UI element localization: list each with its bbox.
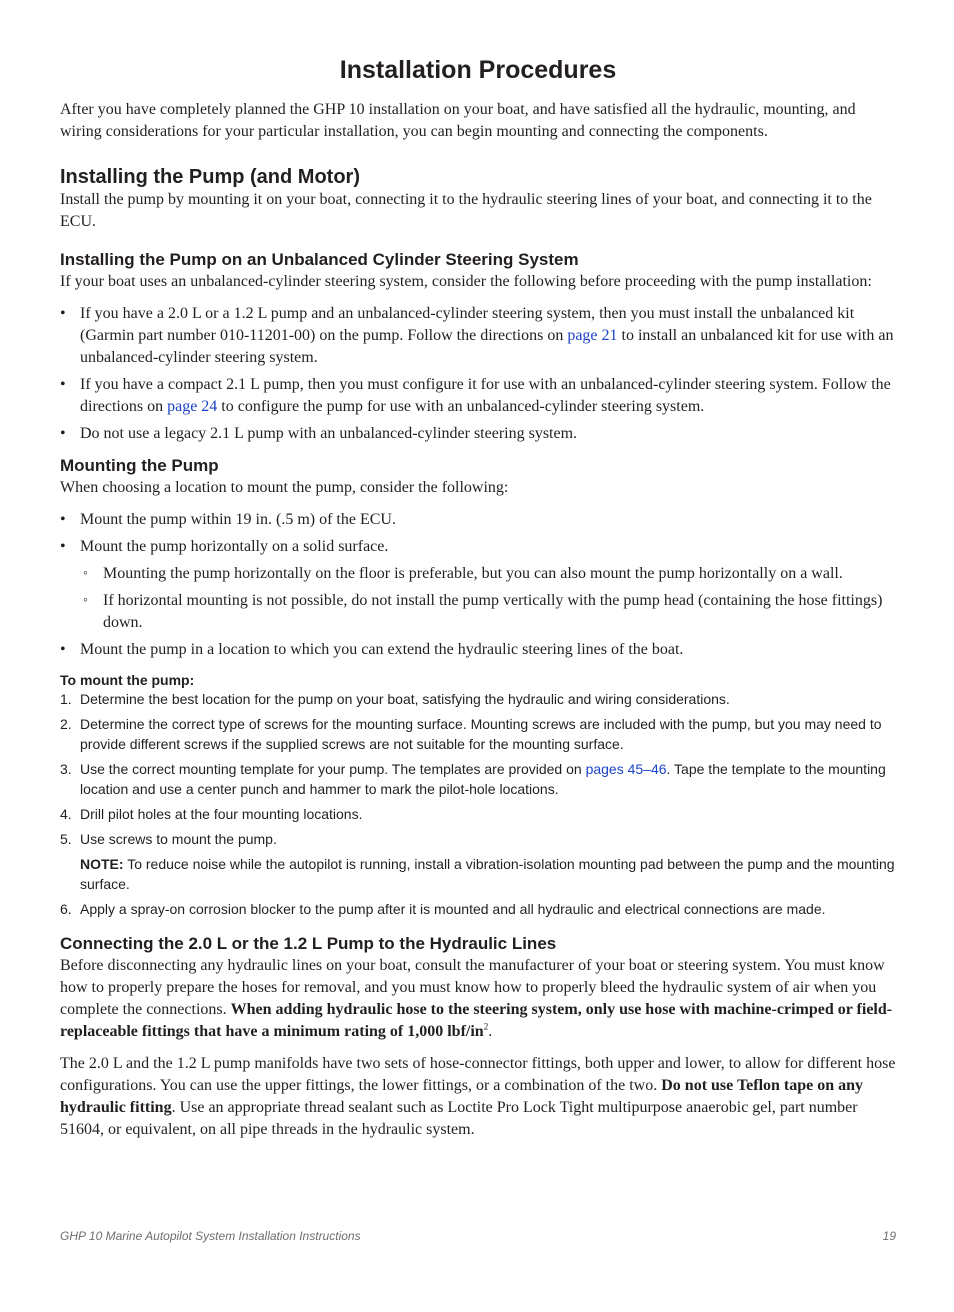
- pages-45-46-link[interactable]: pages 45–46: [585, 761, 667, 777]
- list-item: • Do not use a legacy 2.1 L pump with an unbalanced-cylinder steering system.: [60, 423, 896, 445]
- step-item: 4. Drill pilot holes at the four mounting locations.: [60, 806, 363, 822]
- unbalanced-intro: If your boat uses an unbalanced-cylinder steering system, consider the following before proceeding with the pump installation:: [60, 273, 872, 290]
- list-item: • Mount the pump horizontally on a solid surface. ◦ Mounting the pump horizontally on the floor is preferable, but you can also mount the pump horizontally on a wall. ◦ If horizontal mounting is not possible, do not install the pump vertically with the pump head (containing the hose fittings) down.: [60, 536, 896, 634]
- step-item: 6. Apply a spray-on corrosion blocker to the pump after it is mounted and all hydraulic and electrical connections are made.: [60, 901, 826, 917]
- subsection-heading-unbalanced: Installing the Pump on an Unbalanced Cylinder Steering System: [60, 250, 579, 269]
- mounting-intro: When choosing a location to mount the pump, consider the following:: [60, 479, 509, 496]
- mounting-steps: [60, 689, 896, 849]
- page-21-link[interactable]: page 21: [567, 327, 618, 344]
- step-item: 2. Determine the correct type of screws for the mounting surface. Mounting screws are included with the pump, but you may need to provide different screws if the supplied screws are not suitable for the mounting surface.: [60, 716, 882, 752]
- step-item: 5. Use screws to mount the pump.: [60, 831, 277, 847]
- mounting-steps-continued: [60, 899, 896, 919]
- sub-list-item: ◦ Mounting the pump horizontally on the floor is preferable, but you can also mount the pump horizontally on a wall.: [80, 563, 896, 585]
- unbalanced-bullet-list: [60, 303, 896, 445]
- procedure-title: To mount the pump:: [60, 672, 195, 688]
- note-block: NOTE: To reduce noise while the autopilot is running, install a vibration-isolation mounting pad between the pump and the mounting surface.: [80, 856, 895, 892]
- step-item: 3. Use the correct mounting template for your pump. The templates are provided on pages 45–46. Tape the template to the mounting location and use a center punch and hammer to mark the pilot-hole locations.: [60, 761, 886, 797]
- install-pump-paragraph: Install the pump by mounting it on your boat, connecting it to the hydraulic steering lines of your boat, and connecting it to the ECU.: [60, 191, 872, 230]
- step-item: 1. Determine the best location for the pump on your boat, satisfying the hydraulic and wiring considerations.: [60, 691, 730, 707]
- list-item: • Mount the pump within 19 in. (.5 m) of the ECU.: [60, 509, 896, 531]
- sub-list-item: ◦ If horizontal mounting is not possible, do not install the pump vertically with the pump head (containing the hose fittings) down.: [80, 590, 896, 634]
- subsection-heading-mounting: Mounting the Pump: [60, 456, 219, 475]
- list-item: • If you have a 2.0 L or a 1.2 L pump and an unbalanced-cylinder steering system, then you must install the unbalanced kit (Garmin part number 010-11201-00) on the pump. Follow the directions on page 21 to install an unbalanced kit for use with an unbalanced-cylinder steering system.: [60, 303, 896, 369]
- section-heading-install-pump: Installing the Pump (and Motor): [60, 166, 360, 188]
- subsection-heading-connecting: Connecting the 2.0 L or the 1.2 L Pump to the Hydraulic Lines: [60, 934, 557, 953]
- page-number: 19: [882, 1229, 896, 1243]
- intro-paragraph: After you have completely planned the GHP 10 installation on your boat, and have satisfied all the hydraulic, mounting, and wiring considerations for your particular installation, you can begin mounting and connecting the components.: [60, 101, 856, 140]
- mounting-sub-list: [80, 563, 896, 634]
- connecting-paragraph-2: The 2.0 L and the 1.2 L pump manifolds have two sets of hose-connector fittings, both upper and lower, to allow for different hose configurations. You can use the upper fittings, the lower fittings, or a combination of the two. Do not use Teflon tape on any hydraulic fitting. Use an appropriate thread sealant such as Loctite Pro Lock Tight multipurpose anaerobic gel, part number 51604, or equivalent, on all pipe threads in the hydraulic system.: [60, 1055, 896, 1138]
- list-item: • Mount the pump in a location to which you can extend the hydraulic steering lines of the boat.: [60, 639, 896, 661]
- page-title: Installation Procedures: [339, 56, 617, 84]
- document-page: [60, 50, 896, 1141]
- mounting-bullet-list: [60, 509, 896, 661]
- page-24-link[interactable]: page 24: [167, 398, 218, 415]
- footer-document-title: GHP 10 Marine Autopilot System Installation Instructions: [60, 1229, 361, 1243]
- list-item: • If you have a compact 2.1 L pump, then you must configure it for use with an unbalanced-cylinder steering system. Follow the directions on page 24 to configure the pump for use with an unbalanced-cylinder steering system.: [60, 374, 896, 418]
- note-label: NOTE:: [80, 856, 124, 872]
- page-footer: [60, 1229, 896, 1243]
- connecting-paragraph-1: Before disconnecting any hydraulic lines on your boat, consult the manufacturer of your boat or steering system. You must know how to properly prepare the hoses for removal, and you must know how to properly bleed the hydraulic system of air when you complete the connections. When adding hydraulic hose to the steering system, only use hose with machine-crimped or field-replaceable fittings that have a minimum rating of 1,000 lbf/$in^2$.: [60, 957, 893, 1040]
